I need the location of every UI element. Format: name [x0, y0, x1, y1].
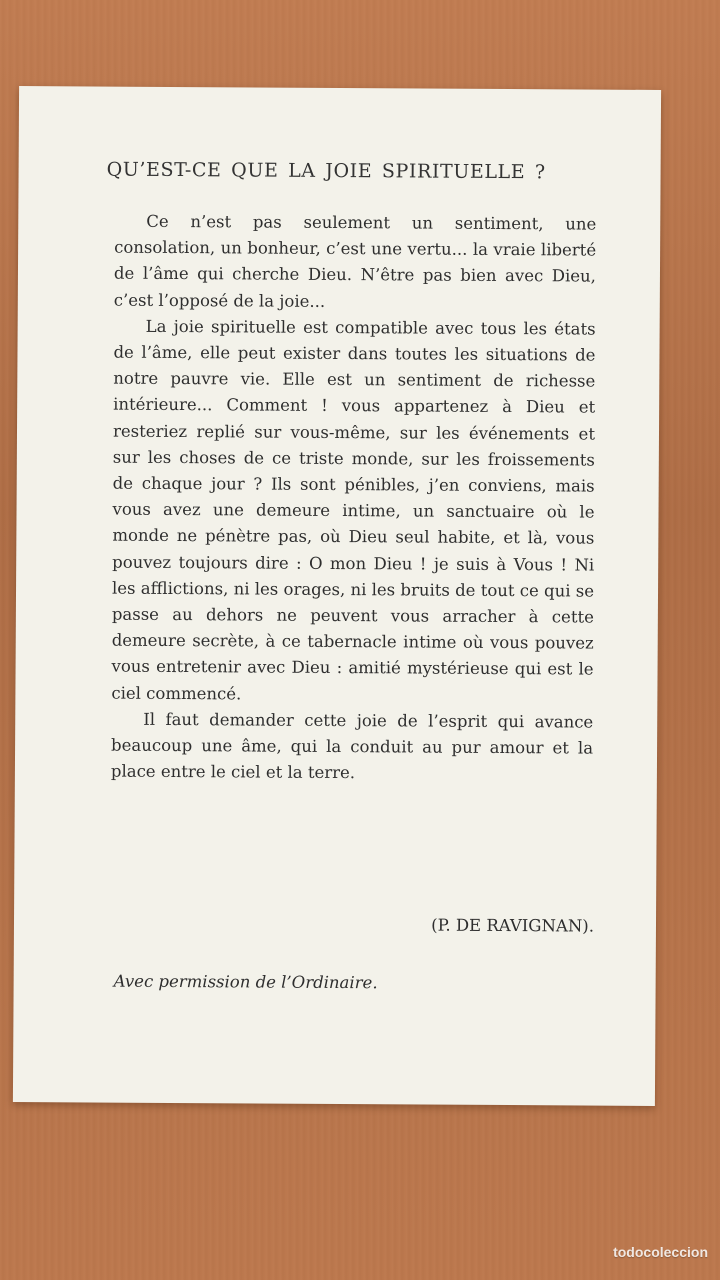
paragraph-1: Ce n’est pas seulement un sentiment, une consolation, un bonheur, c’est une vertu... la vraie liberté de l’âme qui cherche Dieu. N’être pas bien avec Dieu, c’est l’opposé de la joie... [113, 211, 597, 311]
watermark: todocoleccion [613, 1244, 708, 1260]
paragraph-2: La joie spirituelle est compatible avec tous les états de l’âme, elle peut exister dans toutes les situations de notre pauvre vie. Elle est un sentiment de richesse intérieure... Comment ! vous appartenez à Dieu et resteriez replié sur vous-même, sur les événements et sur les choses de ce triste monde, sur les froissements de chaque jour ? Ils sont pénibles, j’en conviens, mais vous avez une demeure intime, un sanctuaire où le monde ne pénètre pas, où Dieu seul habite, et là, vous pouvez toujours dire : O mon Dieu ! je suis à Vous ! Ni les afflictions, ni les orages, ni les bruits de tout ce qui se passe au dehors ne peuvent vous arracher à cette demeure secrète, à ce tabernacle intime où vous pouvez vous entretenir avec Dieu : amitié mystérieuse qui est le ciel commencé. [111, 316, 596, 704]
card-body [111, 209, 597, 788]
attribution: (P. DE RAVIGNAN). [431, 915, 595, 936]
card-title: QU’EST-CE QUE LA JOIE SPIRITUELLE ? [106, 158, 546, 184]
paragraph-3: Il faut demander cette joie de l’esprit qui avance beaucoup une âme, qui la conduit au pur amour et la place entre le ciel et la terre. [110, 709, 594, 783]
permission-note: Avec permission de l’Ordinaire. [113, 971, 378, 993]
prayer-card [13, 86, 661, 1106]
